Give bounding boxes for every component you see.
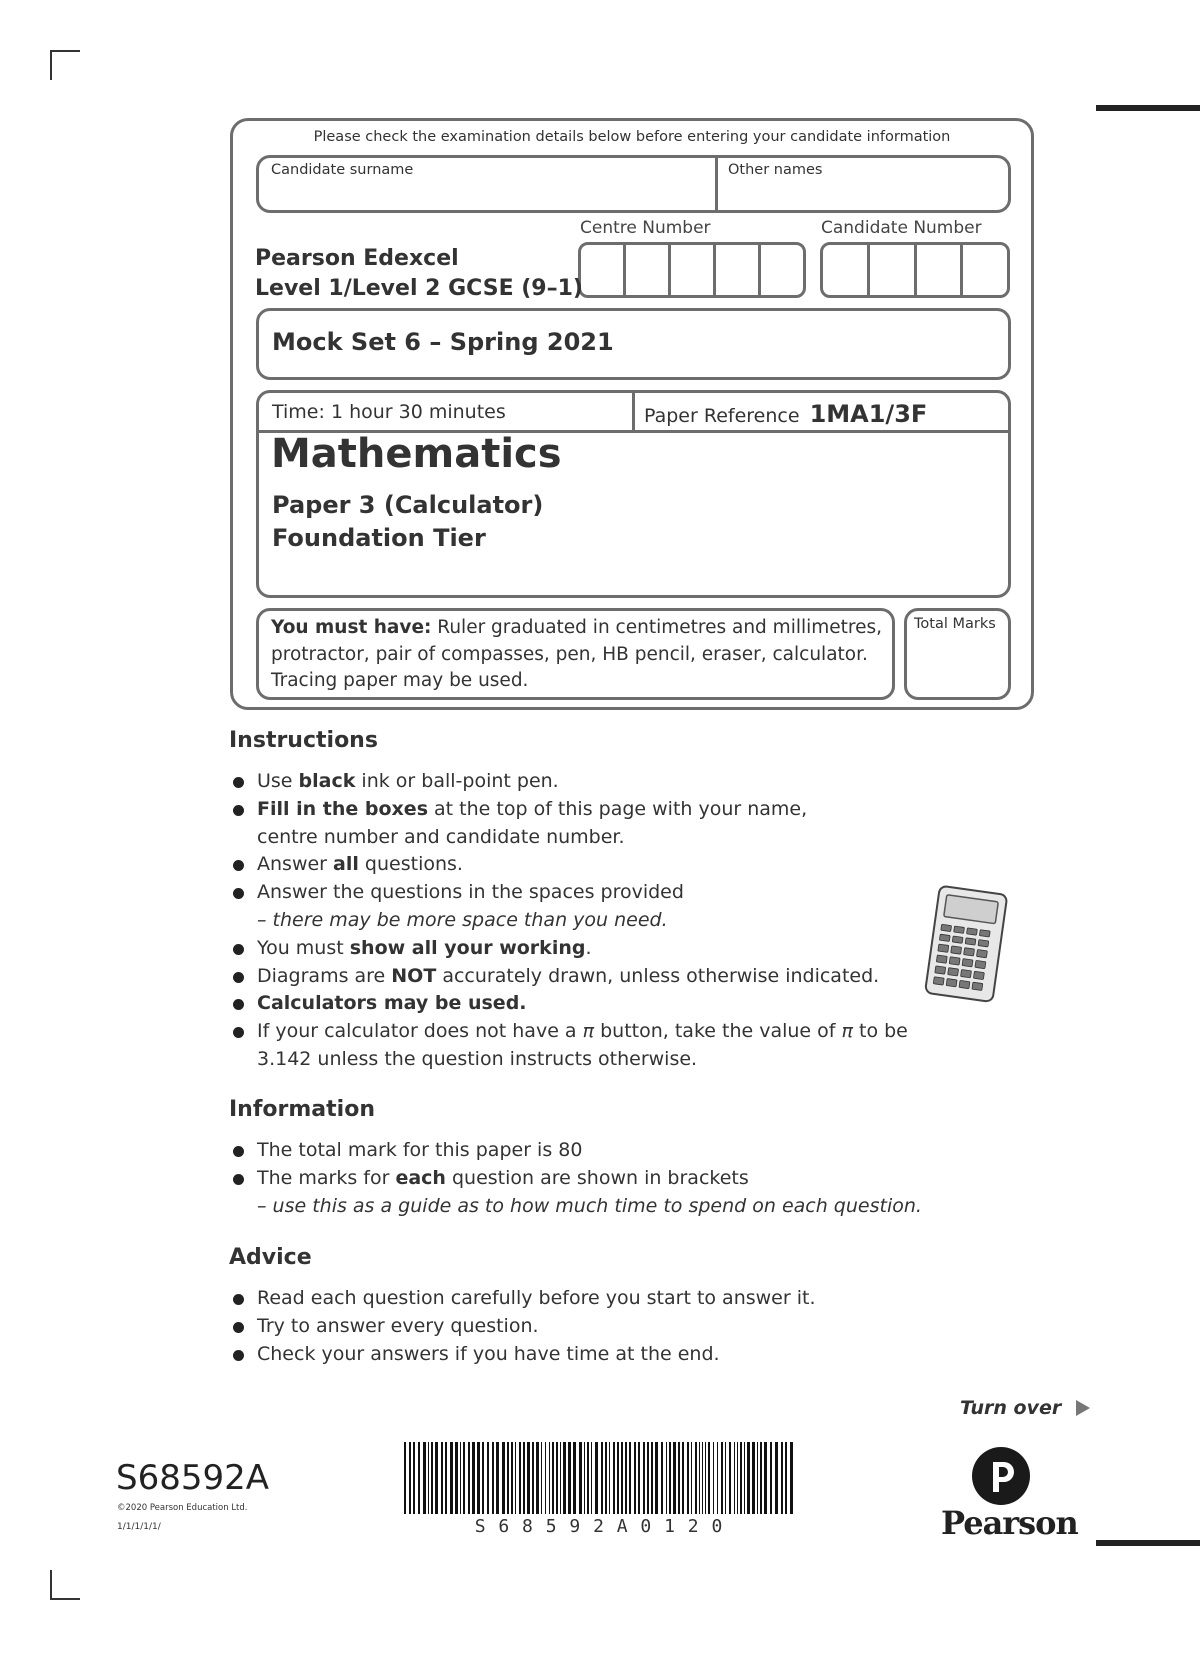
print-code: 1/1/1/1/1/ [117, 1522, 161, 1532]
barcode-bar [601, 1442, 603, 1514]
barcode-bar [468, 1442, 470, 1514]
surname-field[interactable] [260, 180, 710, 208]
candidate-number-boxes[interactable] [820, 242, 1010, 298]
barcode-bar [760, 1442, 762, 1514]
barcode-bar [705, 1442, 706, 1514]
copyright: ©2020 Pearson Education Ltd. [117, 1503, 248, 1513]
exam-board: Pearson Edexcel [255, 246, 459, 271]
barcode-bar [545, 1442, 546, 1514]
must-have-bold: You must have: [271, 617, 432, 638]
barcode-bar [477, 1442, 480, 1514]
barcode-bar [661, 1442, 663, 1514]
information-list [230, 1137, 922, 1220]
pearson-wordmark: Pearson [941, 1504, 1078, 1542]
barcode-bar [460, 1442, 461, 1514]
barcode-bar [643, 1442, 645, 1514]
total-marks-label: Total Marks [914, 616, 996, 632]
qualification-level: Level 1/Level 2 GCSE (9–1) [255, 276, 583, 301]
margin-bar-top [1096, 105, 1200, 111]
barcode-bar [507, 1442, 509, 1514]
instructions-list [230, 768, 908, 1074]
check-note: Please check the examination details below before entering your candidate information [313, 129, 951, 145]
barcode [400, 1442, 798, 1518]
barcode-bar [409, 1442, 411, 1514]
list-item: Use black ink or ball-point pen. [230, 768, 908, 796]
barcode-bar [441, 1442, 443, 1514]
list-item: The total mark for this paper is 80 [230, 1137, 922, 1165]
barcode-bar [617, 1442, 619, 1514]
list-item-continuation: 3.142 unless the question instructs otherwise. [257, 1047, 698, 1070]
paper-code: S68592A [116, 1458, 269, 1498]
barcode-bar [423, 1442, 426, 1514]
information-heading: Information [229, 1097, 375, 1122]
list-item-continuation: centre number and candidate number. [257, 825, 625, 848]
barcode-bar [629, 1442, 631, 1514]
advice-heading: Advice [229, 1245, 312, 1270]
barcode-bar [472, 1442, 475, 1514]
must-have-line3: Tracing paper may be used. [271, 670, 529, 691]
barcode-bar [678, 1442, 680, 1514]
barcode-bar [496, 1442, 499, 1514]
barcode-bar [634, 1442, 636, 1514]
barcode-bar [699, 1442, 700, 1514]
barcode-bar [536, 1442, 539, 1514]
barcode-bar [455, 1442, 458, 1514]
barcode-bar [682, 1442, 684, 1514]
barcode-bar [568, 1442, 571, 1514]
barcode-bar [431, 1442, 433, 1514]
barcode-bar [737, 1442, 738, 1514]
crop-mark-top-v [50, 50, 52, 80]
other-names-field[interactable] [718, 180, 1006, 208]
barcode-bar [579, 1442, 582, 1514]
candidate-number-label: Candidate Number [821, 218, 982, 238]
barcode-bar [541, 1442, 542, 1514]
must-have-text [271, 615, 891, 695]
barcode-bar [492, 1442, 494, 1514]
must-have-line2: protractor, pair of compasses, pen, HB pencil, eraser, calculator. [271, 643, 868, 665]
barcode-bar [752, 1442, 755, 1514]
barcode-bar [560, 1442, 561, 1514]
barcode-bar [691, 1442, 692, 1514]
surname-label: Candidate surname [271, 162, 414, 178]
barcode-bar [511, 1442, 513, 1514]
barcode-bar [717, 1442, 718, 1514]
margin-bar-bottom [1096, 1540, 1200, 1546]
centre-number-boxes[interactable] [578, 242, 806, 298]
barcode-bar [549, 1442, 550, 1514]
barcode-bar [695, 1442, 697, 1514]
list-item: If your calculator does not have a π button, take the value of π to be [230, 1018, 908, 1046]
barcode-bar [418, 1442, 420, 1514]
barcode-bar [757, 1442, 758, 1514]
other-names-label: Other names [728, 162, 823, 178]
barcode-bar [725, 1442, 726, 1514]
barcode-bar [532, 1442, 534, 1514]
barcode-bar [713, 1442, 714, 1514]
advice-list [230, 1285, 816, 1368]
barcode-bar [519, 1442, 521, 1514]
mock-title: Mock Set 6 – Spring 2021 [272, 328, 614, 356]
time-allowed: Time: 1 hour 30 minutes [272, 401, 506, 423]
barcode-bar [775, 1442, 778, 1514]
barcode-bar [613, 1442, 615, 1514]
list-item: Fill in the boxes at the top of this page with your name, [230, 796, 908, 824]
barcode-bar [482, 1442, 484, 1514]
list-item-continuation: – use this as a guide as to how much time to spend on each question. [257, 1194, 922, 1217]
barcode-bar [785, 1442, 787, 1514]
barcode-bar [552, 1442, 554, 1514]
barcode-bar [450, 1442, 453, 1514]
barcode-bar [563, 1442, 566, 1514]
barcode-bar [655, 1442, 658, 1514]
pearson-logo-mark [971, 1446, 1031, 1506]
barcode-bar [435, 1442, 438, 1514]
list-item: Try to answer every question. [230, 1313, 816, 1341]
paper-reference: 1MA1/3F [809, 400, 928, 428]
barcode-bar [502, 1442, 505, 1514]
list-item-continuation: – there may be more space than you need. [257, 908, 668, 931]
list-item: Answer the questions in the spaces provided [230, 879, 908, 907]
centre-number-label: Centre Number [580, 218, 711, 238]
barcode-bar [647, 1442, 649, 1514]
barcode-bar [573, 1442, 576, 1514]
barcode-bar [666, 1442, 667, 1514]
barcode-bar [404, 1442, 406, 1514]
calculator-icon [922, 884, 1012, 1006]
barcode-bar [515, 1442, 516, 1514]
list-item: Answer all questions. [230, 851, 908, 879]
barcode-bar [744, 1442, 745, 1514]
subject-title: Mathematics [271, 431, 562, 477]
barcode-bar [721, 1442, 723, 1514]
barcode-bar [595, 1442, 598, 1514]
tier-name: Foundation Tier [272, 524, 486, 552]
barcode-bar [428, 1442, 429, 1514]
barcode-bar [790, 1442, 793, 1514]
barcode-bar [770, 1442, 772, 1514]
barcode-bar [651, 1442, 653, 1514]
barcode-bar [609, 1442, 610, 1514]
instructions-heading: Instructions [229, 728, 378, 753]
barcode-bar [734, 1442, 735, 1514]
paper-box-vline [632, 393, 635, 431]
barcode-bar [413, 1442, 415, 1514]
turn-over-label: Turn over [960, 1397, 1062, 1419]
barcode-bar [669, 1442, 671, 1514]
turn-over [960, 1397, 1090, 1419]
barcode-bar [591, 1442, 592, 1514]
list-item: Check your answers if you have time at the end. [230, 1341, 816, 1369]
barcode-text: S 6 8 5 9 2 A 0 1 2 0 [474, 1516, 724, 1537]
barcode-bar [587, 1442, 589, 1514]
barcode-bar [747, 1442, 750, 1514]
must-have-line1: Ruler graduated in centimetres and millimetres, [431, 617, 883, 638]
barcode-bar [729, 1442, 731, 1514]
barcode-bar [625, 1442, 627, 1514]
barcode-bar [638, 1442, 640, 1514]
list-item: Diagrams are NOT accurately drawn, unless otherwise indicated. [230, 963, 908, 991]
triangle-right-icon [1076, 1400, 1090, 1416]
barcode-bar [740, 1442, 742, 1514]
barcode-bar [621, 1442, 623, 1514]
list-item: Calculators may be used. [230, 990, 908, 1018]
barcode-bar [527, 1442, 530, 1514]
list-item: Read each question carefully before you start to answer it. [230, 1285, 816, 1313]
crop-mark-top-h [50, 50, 80, 52]
barcode-bar [764, 1442, 767, 1514]
paper-ref-label: Paper Reference [644, 405, 800, 427]
barcode-bar [487, 1442, 489, 1514]
barcode-bar [673, 1442, 676, 1514]
barcode-bar [702, 1442, 703, 1514]
list-item: The marks for each question are shown in brackets [230, 1165, 922, 1193]
list-item: You must show all your working. [230, 935, 908, 963]
barcode-bar [445, 1442, 447, 1514]
barcode-bar [708, 1442, 710, 1514]
barcode-bar [687, 1442, 689, 1514]
barcode-bar [556, 1442, 558, 1514]
crop-mark-bottom-h [50, 1598, 80, 1600]
crop-mark-bottom-v [50, 1570, 52, 1600]
paper-name: Paper 3 (Calculator) [272, 491, 544, 519]
barcode-bar [605, 1442, 607, 1514]
barcode-bar [523, 1442, 525, 1514]
barcode-bar [463, 1442, 465, 1514]
barcode-bar [584, 1442, 585, 1514]
barcode-bar [781, 1442, 783, 1514]
pearson-logo [941, 1446, 1078, 1542]
